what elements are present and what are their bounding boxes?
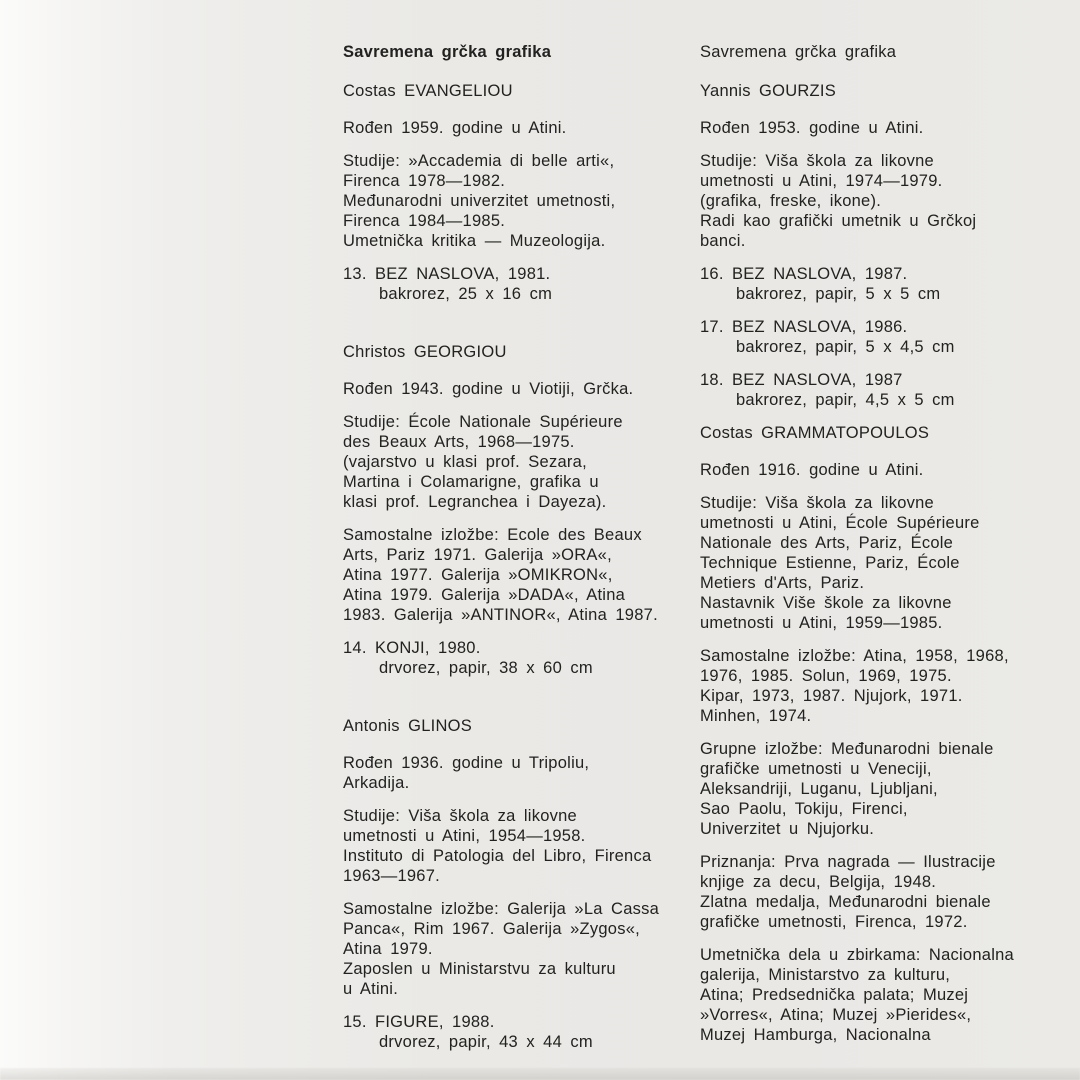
text-line: »Vorres«, Atina; Muzej »Pierides«, [700, 1006, 972, 1024]
column-header [700, 42, 1030, 62]
text-line: Priznanja: Prva nagrada — Ilustracije [700, 853, 996, 871]
text-line: Savremena grčka grafika [343, 43, 552, 61]
catalog-item [343, 638, 693, 678]
text-line: Samostalne izložbe: Atina, 1958, 1968, [700, 647, 1009, 665]
text-line: Firenca 1978—1982. [343, 172, 506, 190]
text-line: Zlatna medalja, Međunarodni bienale [700, 893, 991, 911]
text-line: drvorez, papir, 38 x 60 cm [379, 659, 593, 677]
left-column [343, 42, 693, 1065]
text-line: 1963—1967. [343, 867, 440, 885]
bio-paragraph [700, 460, 1030, 480]
text-line: Kipar, 1973, 1987. Njujork, 1971. [700, 687, 963, 705]
text-line: bakrorez, papir, 5 x 4,5 cm [736, 338, 955, 356]
artist-name [700, 81, 1030, 101]
catalog-item [343, 264, 693, 304]
text-line: bakrorez, papir, 4,5 x 5 cm [736, 391, 955, 409]
bio-paragraph [343, 899, 693, 999]
text-line: Nastavnik Više škole za likovne [700, 594, 952, 612]
text-line: 1976, 1985. Solun, 1969, 1975. [700, 667, 952, 685]
catalog-item [700, 370, 1030, 410]
text-line: Studije: Viša škola za likovne [343, 807, 577, 825]
text-line: (grafika, freske, ikone). [700, 192, 882, 210]
right-column [700, 42, 1030, 1058]
text-line: Rođen 1943. godine u Viotiji, Grčka. [343, 380, 634, 398]
catalog-item [700, 264, 1030, 304]
text-line: umetnosti u Atini, 1974—1979. [700, 172, 943, 190]
column-header [343, 42, 693, 62]
text-line: Atina 1979. Galerija »DADA«, Atina [343, 586, 626, 604]
text-line: 17. BEZ NASLOVA, 1986. [700, 318, 908, 336]
text-line: Martina i Colamarigne, grafika u [343, 473, 599, 491]
text-line: Atina; Predsednička palata; Muzej [700, 986, 969, 1004]
text-line: Radi kao grafički umetnik u Grčkoj [700, 212, 977, 230]
text-line: bakrorez, papir, 5 x 5 cm [736, 285, 941, 303]
text-line: Univerzitet u Njujorku. [700, 820, 875, 838]
text-line: (vajarstvo u klasi prof. Sezara, [343, 453, 587, 471]
artist-name [343, 716, 693, 736]
text-line: Muzej Hamburga, Nacionalna [700, 1026, 931, 1044]
text-line: bakrorez, 25 x 16 cm [379, 285, 553, 303]
text-line: knjige za decu, Belgija, 1948. [700, 873, 937, 891]
bio-paragraph [700, 945, 1030, 1045]
text-line: Rođen 1936. godine u Tripoliu, [343, 754, 590, 772]
text-line: des Beaux Arts, 1968—1975. [343, 433, 575, 451]
text-line: Christos GEORGIOU [343, 343, 507, 361]
page-bottom-edge [0, 1068, 1080, 1080]
text-line: Costas EVANGELIOU [343, 82, 513, 100]
text-line: Antonis GLINOS [343, 717, 472, 735]
text-line: Studije: Viša škola za likovne [700, 152, 934, 170]
text-line: 15. FIGURE, 1988. [343, 1013, 495, 1031]
text-line: Panca«, Rim 1967. Galerija »Zygos«, [343, 920, 640, 938]
text-line: Instituto di Patologia del Libro, Firenca [343, 847, 652, 865]
bio-paragraph [700, 151, 1030, 251]
text-line: klasi prof. Legranchea i Dayeza). [343, 493, 607, 511]
bio-paragraph [343, 753, 693, 793]
text-line: Arkadija. [343, 774, 410, 792]
bio-paragraph [343, 379, 693, 399]
text-line: Rođen 1953. godine u Atini. [700, 119, 924, 137]
text-line: Yannis GOURZIS [700, 82, 836, 100]
text-line: Umetnička dela u zbirkama: Nacionalna [700, 946, 1014, 964]
text-line: Rođen 1959. godine u Atini. [343, 119, 567, 137]
bio-paragraph [700, 118, 1030, 138]
bio-paragraph [343, 412, 693, 512]
text-line: Umetnička kritika — Muzeologija. [343, 232, 606, 250]
text-line: Studije: École Nationale Supérieure [343, 413, 623, 431]
text-line: Nationale des Arts, Pariz, École [700, 534, 954, 552]
artist-name [343, 342, 693, 362]
text-line: Atina 1977. Galerija »OMIKRON«, [343, 566, 613, 584]
text-line: 14. KONJI, 1980. [343, 639, 481, 657]
text-line: Technique Estienne, Pariz, École [700, 554, 960, 572]
text-line: Studije: Viša škola za likovne [700, 494, 934, 512]
text-line: Samostalne izložbe: Galerija »La Cassa [343, 900, 660, 918]
text-line: Arts, Pariz 1971. Galerija »ORA«, [343, 546, 612, 564]
text-line: Međunarodni univerzitet umetnosti, [343, 192, 616, 210]
text-line: umetnosti u Atini, 1954—1958. [343, 827, 586, 845]
text-line: galerija, Ministarstvo za kulturu, [700, 966, 951, 984]
text-line: banci. [700, 232, 746, 250]
bio-paragraph [343, 806, 693, 886]
text-line: u Atini. [343, 980, 399, 998]
catalog-item [700, 317, 1030, 357]
text-line: Atina 1979. [343, 940, 433, 958]
text-line: drvorez, papir, 43 x 44 cm [379, 1033, 593, 1051]
catalog-item [343, 1012, 693, 1052]
artist-name [700, 423, 1030, 443]
bio-paragraph [343, 118, 693, 138]
bio-paragraph [343, 525, 693, 625]
text-line: Grupne izložbe: Međunarodni bienale [700, 740, 994, 758]
text-line: Samostalne izložbe: Ecole des Beaux [343, 526, 642, 544]
text-line: Zaposlen u Ministarstvu za kulturu [343, 960, 616, 978]
bio-paragraph [343, 151, 693, 251]
bio-paragraph [700, 739, 1030, 839]
bio-paragraph [700, 493, 1030, 633]
artist-name [343, 81, 693, 101]
text-line: 16. BEZ NASLOVA, 1987. [700, 265, 908, 283]
text-line: Metiers d'Arts, Pariz. [700, 574, 865, 592]
bio-paragraph [700, 646, 1030, 726]
text-line: Sao Paolu, Tokiju, Firenci, [700, 800, 908, 818]
text-line: grafičke umetnosti u Veneciji, [700, 760, 932, 778]
text-line: umetnosti u Atini, 1959—1985. [700, 614, 943, 632]
text-line: Minhen, 1974. [700, 707, 812, 725]
text-line: Firenca 1984—1985. [343, 212, 506, 230]
text-line: 13. BEZ NASLOVA, 1981. [343, 265, 551, 283]
text-line: Studije: »Accademia di belle arti«, [343, 152, 615, 170]
bio-paragraph [700, 852, 1030, 932]
text-line: Costas GRAMMATOPOULOS [700, 424, 930, 442]
text-line: umetnosti u Atini, École Supérieure [700, 514, 980, 532]
text-line: 18. BEZ NASLOVA, 1987 [700, 371, 903, 389]
text-line: 1983. Galerija »ANTINOR«, Atina 1987. [343, 606, 658, 624]
text-line: grafičke umetnosti, Firenca, 1972. [700, 913, 968, 931]
text-line: Savremena grčka grafika [700, 43, 897, 61]
text-line: Aleksandriji, Luganu, Ljubljani, [700, 780, 938, 798]
text-line: Rođen 1916. godine u Atini. [700, 461, 924, 479]
